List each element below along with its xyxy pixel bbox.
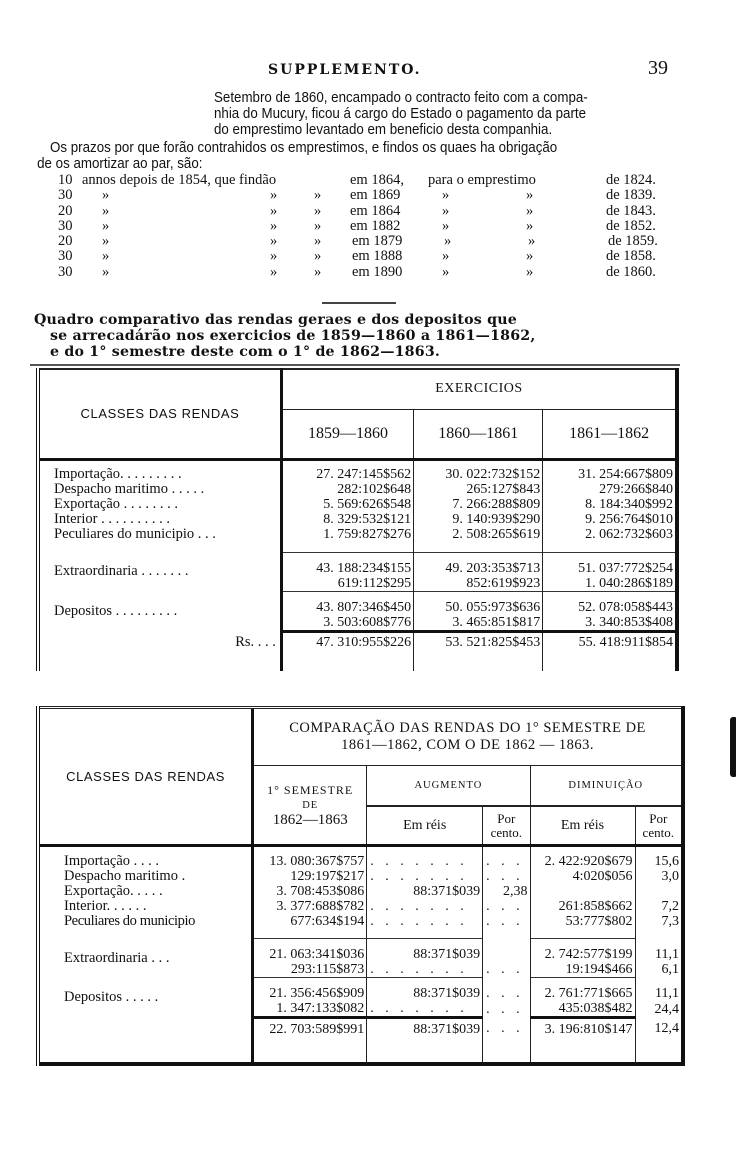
header-line: 1862—1863 [272,812,348,829]
cell-semestre: 293:115$873 [253,962,367,978]
subtotal-row [38,978,683,1002]
title-line: e do 1° semestre deste com o 1° de 1862—1863. [50,344,441,360]
table-title [34,312,714,360]
row-label: Interior. . . . . . [38,899,253,914]
header-year: 1859—1860 [281,409,413,459]
cell-value: 9. 256:764$010 [585,512,673,527]
table-row [38,899,683,914]
header-por-cento [635,806,683,846]
loan-years: 20 [58,233,73,250]
ditto-mark: » [270,233,278,250]
cell-value: 9. 140:939$290 [414,512,543,527]
row-label: Exportação. . . . . [38,884,253,899]
header-em-reis: Em réis [367,806,483,846]
loan-after: annos depois de 1854, que findão [82,172,277,188]
ditto-mark: » [442,263,450,280]
table-row [38,884,683,899]
header-line: cento. [642,825,674,840]
cell-dim-pct: 3,0 [661,868,679,884]
ditto-mark: » [102,217,110,234]
cell-aug-reis: . . . . . . . [367,962,483,978]
ditto-mark: » [526,263,534,280]
cell-value: 619:112$295 [281,576,413,592]
row-label: Depositos . . . . . . . . . [38,591,281,631]
header-em-reis: Em réis [530,806,635,846]
divider-rule [322,302,396,304]
cell-aug-pct: . . . [483,1001,530,1018]
cell-value: 3. 340:853$408 [585,614,673,630]
table-row [38,854,683,869]
subtotal-dim-pct: 11,1 [655,985,679,1001]
loan-year: de 1839. [606,187,656,204]
ditto-mark: » [102,187,110,204]
table-row [38,467,677,482]
ditto-mark: » [442,217,450,234]
title-line: Quadro comparativo das rendas geraes e dos depositos que [34,312,517,328]
subtotal-aug-pct [483,939,530,963]
cell-value: 852:619$923 [414,576,543,592]
cell-dim-reis: 19:194$466 [530,962,635,978]
header-line: 1861—1862, COM O DE 1862 — 1863. [341,737,594,753]
cell-aug-reis: . . . . . . . [367,1001,483,1018]
loan-year: de 1860. [606,263,656,280]
row-label: Despacho maritimo . . . . . [38,482,281,497]
table-comparacao-semestre [36,706,685,1066]
header-line: COMPARAÇÃO DAS RENDAS DO 1° SEMESTRE DE [289,720,646,736]
ditto-mark: » [526,187,534,204]
cell-value: 279:266$840 [599,482,673,497]
cell-aug-reis: . . . . . . . [367,914,483,929]
total-value: 55. 418:911$854 [543,631,677,653]
cell-semestre: 129:197$217 [253,869,367,884]
row-label: Depositos . . . . . [38,978,253,1018]
loan-para: para o emprestimo [428,172,536,188]
header-line: Por [649,811,668,826]
ditto-mark: » [270,248,278,265]
loan-end: em 1869 [350,187,401,204]
cell-dim-pct: 24,4 [654,1001,679,1017]
ditto-mark: » [444,233,452,250]
text-line: do emprestimo levantado em beneficio desta companhia. [214,122,553,138]
row-label: Interior . . . . . . . . . . [38,512,281,527]
ditto-mark: » [270,217,278,234]
total-semestre: 22. 703:589$991 [253,1018,367,1040]
total-row [38,631,677,653]
row-label: Despacho maritimo . [38,869,253,884]
cell-semestre: 3. 708:453$086 [253,884,367,899]
cell-value: 5. 569:626$548 [281,497,413,512]
total-row [38,1018,683,1040]
cell-semestre: 677:634$194 [253,914,367,929]
subtotal-value: 50. 055:973$636 [414,591,543,615]
cell-value: 1. 759:827$276 [281,527,413,542]
cell-semestre: 3. 377:688$782 [253,899,367,914]
table-row [38,512,677,527]
row-label: Importação. . . . . . . . . [38,467,281,482]
cell-dim-pct: 7,3 [661,913,679,929]
header-year: 1861—1862 [543,409,677,459]
header-classes-das-rendas: CLASSES DAS RENDAS [38,369,281,459]
text-line: Os prazos por que forão contrahidos os emprestimos, e findos os quaes ha obrigação [50,140,558,156]
cell-value: 8. 329:532$121 [281,512,413,527]
subtotal-value: 43. 807:346$450 [281,591,413,615]
cell-aug-pct: . . . [483,914,530,929]
loan-end: em 1890 [352,263,403,280]
ditto-mark: » [314,233,322,250]
header-line: Por [497,811,516,826]
row-label: Exportação . . . . . . . . [38,497,281,512]
ditto-mark: » [314,263,322,280]
header-line: cento. [490,825,523,840]
header-line: DE [302,800,319,812]
loan-years: 30 [58,263,73,280]
row-label: Peculiares do municipio [38,914,253,929]
cell-dim-pct: 6,1 [661,962,679,978]
cell-value: 1. 040:286$189 [585,575,673,591]
page-number: 39 [648,57,668,79]
cell-value: 265:127$843 [414,482,543,497]
text-line: nhia do Mucury, ficou á cargo do Estado o pagamento da parte [214,106,587,122]
subtotal-row [38,939,683,963]
ditto-mark: » [270,263,278,280]
loan-end: em 1888 [352,248,403,265]
loan-year: de 1843. [606,202,656,219]
ditto-mark: » [442,187,450,204]
ditto-mark: » [314,202,322,219]
running-head: SUPPLEMENTO. [268,62,422,78]
total-aug-pct: . . . [483,1018,530,1040]
subtotal-aug-reis: 88:371$039 [367,939,483,963]
cell-semestre: 1. 347:133$082 [253,1001,367,1018]
cell-aug-reis: . . . . . . . [367,854,483,869]
loan-year: de 1858. [606,248,656,265]
cell-aug-pct: . . . [483,899,530,914]
subtotal-row [38,591,677,615]
header-year: 1860—1861 [414,409,543,459]
loan-end: em 1864 [350,202,401,219]
header-line: 1° SEMESTRE [267,783,354,798]
cell-aug-reis: 88:371$039 [367,884,483,899]
cell-value: 30. 022:732$152 [414,467,543,482]
total-value: 53. 521:825$453 [414,631,543,653]
text-line: de os amortizar ao par, são: [37,156,203,172]
cell-value: 3. 503:608$776 [281,615,413,632]
row-label: Peculiares do municipio . . . [38,527,281,542]
ditto-mark: » [442,202,450,219]
cell-value: 27. 247:145$562 [281,467,413,482]
paragraph-prazos [37,140,685,172]
table-row [38,914,683,929]
ditto-mark: » [102,248,110,265]
loan-end: em 1879 [352,233,403,250]
cell-dim-pct: 15,6 [654,853,679,869]
cell-dim-reis: 53:777$802 [530,914,635,929]
divider-rule [30,364,680,366]
cell-value: 31. 254:667$809 [578,467,673,482]
header-por-cento [483,806,530,846]
ditto-mark: » [314,187,322,204]
ditto-mark: » [270,187,278,204]
loan-year: de 1859. [608,233,658,250]
title-line: se arrecadárão nos exercicios de 1859—1860 a 1861—1862, [50,328,536,344]
cell-aug-reis: . . . . . . . [367,869,483,884]
table-row [38,497,677,512]
table-row [38,482,677,497]
loan-years: 30 [58,217,73,234]
total-dim-pct: 12,4 [654,1021,679,1036]
total-aug-reis: 88:371$039 [367,1018,483,1040]
cell-dim-reis: 435:038$482 [530,1001,635,1018]
paragraph-mucury [214,90,674,138]
cell-aug-pct: . . . [483,869,530,884]
cell-value: 7. 266:288$809 [414,497,543,512]
header-diminuicao: DIMINUIÇÃO [530,766,683,806]
subtotal-semestre: 21. 063:341$036 [253,939,367,963]
ditto-mark: » [102,202,110,219]
subtotal-aug-pct: . . . [483,978,530,1002]
loan-years: 10 [58,172,73,188]
loan-years: 30 [58,187,73,204]
ditto-mark: » [528,233,536,250]
cell-dim-reis: 2. 422:920$679 [530,854,635,869]
subtotal-value: 51. 037:772$254 [543,552,677,576]
loan-end: em 1864, [350,172,404,188]
ditto-mark: » [442,248,450,265]
ditto-mark: » [526,202,534,219]
loan-end: em 1882 [350,217,401,234]
cell-aug-reis: . . . . . . . [367,899,483,914]
ditto-mark: » [314,248,322,265]
cell-dim-pct: 7,2 [661,898,679,914]
cell-value: 2. 062:732$603 [585,527,673,542]
cell-aug-pct: . . . [483,854,530,869]
subtotal-value: 49. 203:353$713 [414,552,543,576]
ditto-mark: » [270,202,278,219]
text-line: Setembro de 1860, encampado o contracto feito com a compa- [214,90,588,106]
total-value: 47. 310:955$226 [281,631,413,653]
subtotal-aug-reis: 88:371$039 [367,978,483,1002]
cell-dim-reis: 261:858$662 [530,899,635,914]
cell-semestre: 13. 080:367$757 [253,854,367,869]
table-row [38,869,683,884]
cell-aug-pct: . . . [483,962,530,978]
total-label: Rs. . . . [38,631,281,653]
ditto-mark: » [102,263,110,280]
row-label: Extraordinaria . . . . . . . [38,552,281,591]
header-augmento: AUGMENTO [367,766,530,806]
row-label: Extraordinaria . . . [38,939,253,978]
header-classes-das-rendas: CLASSES DAS RENDAS [38,708,253,846]
loan-year: de 1824. [606,172,656,188]
cell-value: 3. 465:851$817 [414,615,543,632]
cell-dim-pct [635,884,683,899]
subtotal-row [38,552,677,576]
cell-dim-reis: 4:020$056 [530,869,635,884]
loan-year: de 1852. [606,217,656,234]
subtotal-dim-reis: 2. 761:771$665 [530,978,635,1002]
cell-value: 2. 508:265$619 [414,527,543,542]
total-dim-reis: 3. 196:810$147 [530,1018,635,1040]
ditto-mark: » [526,248,534,265]
cell-value: 8. 184:340$992 [585,497,673,512]
subtotal-dim-pct: 11,1 [655,946,679,962]
ditto-mark: » [102,233,110,250]
ditto-mark: » [314,217,322,234]
cell-value: 282:102$648 [281,482,413,497]
cell-aug-pct: 2,38 [483,884,530,899]
subtotal-value: 52. 078:058$443 [543,591,677,615]
subtotal-value: 43. 188:234$155 [281,552,413,576]
subtotal-semestre: 21. 356:456$909 [253,978,367,1002]
header-semestre [253,766,367,846]
ink-blot [730,717,736,777]
table-exercicios [36,368,679,671]
loan-years: 30 [58,248,73,265]
loan-years: 20 [58,202,73,219]
header-comparacao [253,708,683,766]
table-row [38,527,677,542]
cell-dim-reis [530,884,635,899]
row-label: Importação . . . . [38,854,253,869]
header-exercicios: EXERCICIOS [435,381,523,397]
subtotal-dim-reis: 2. 742:577$199 [530,939,635,963]
ditto-mark: » [526,217,534,234]
